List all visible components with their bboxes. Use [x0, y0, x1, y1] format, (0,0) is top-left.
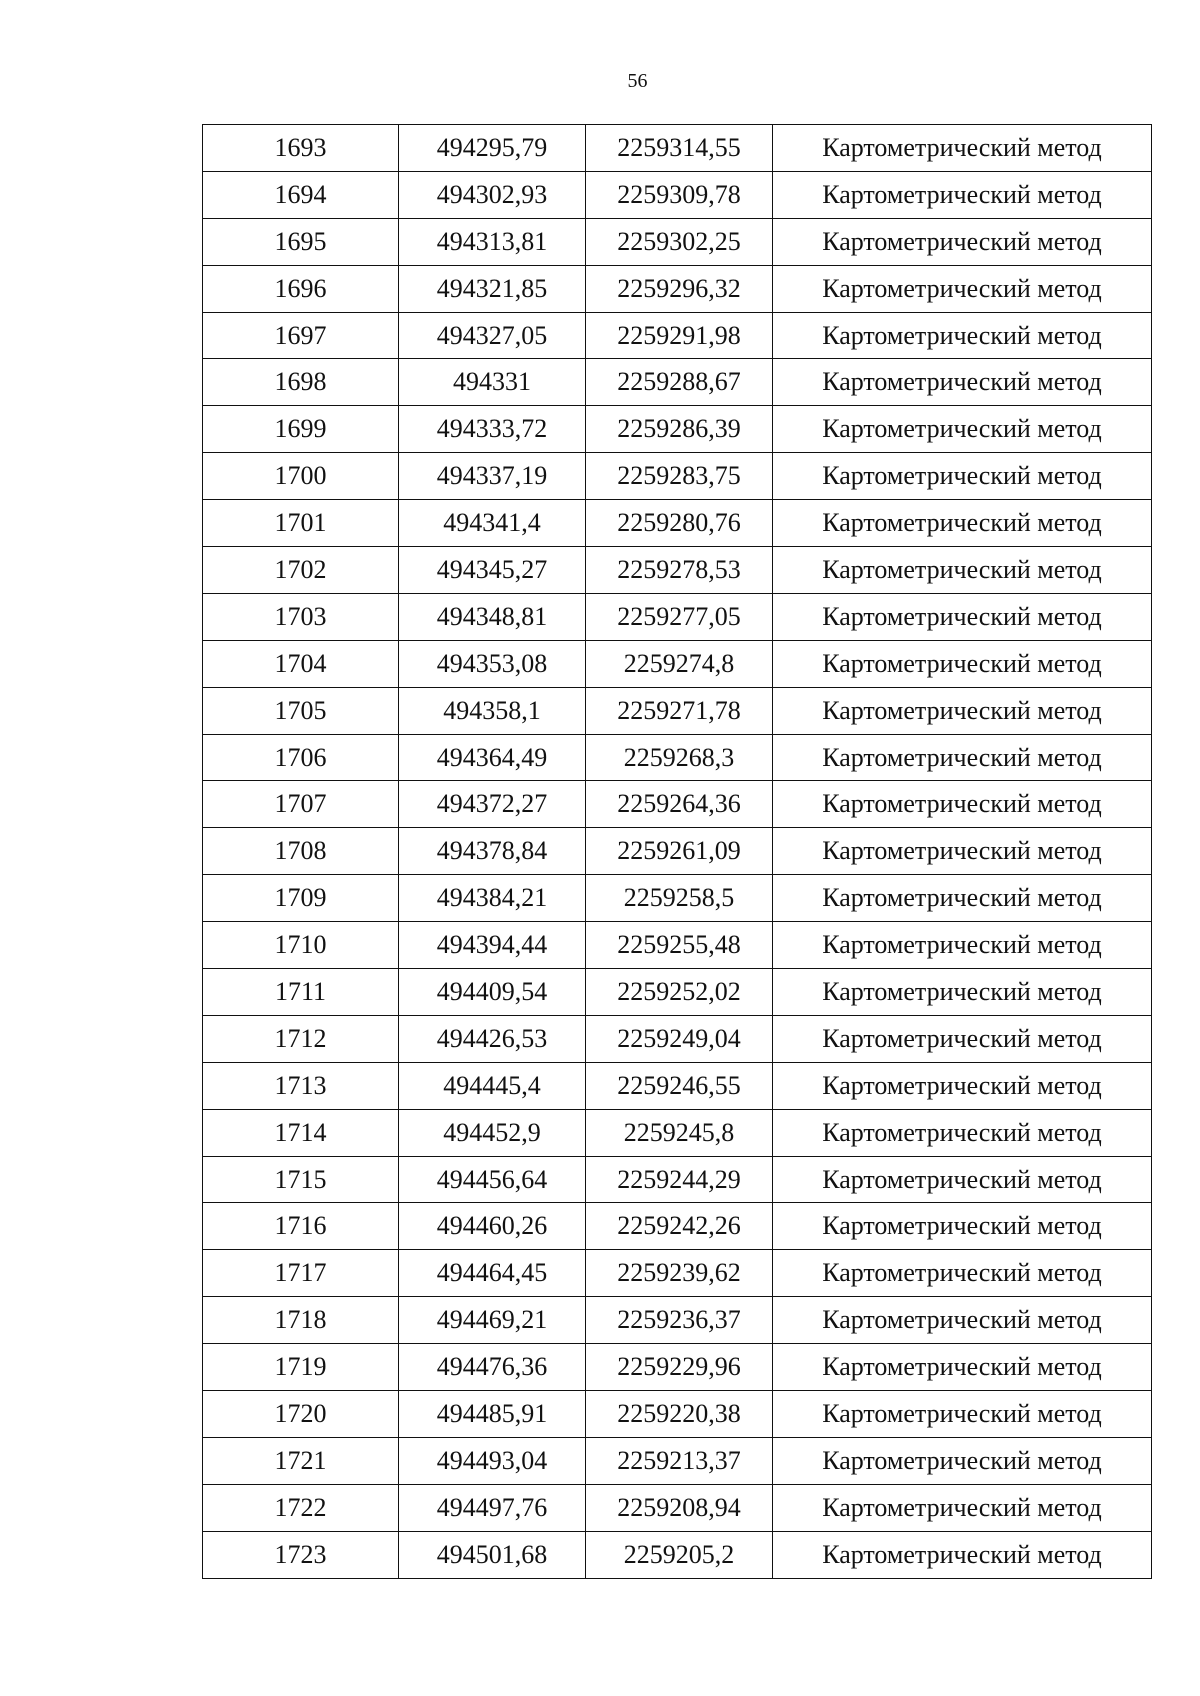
y-coordinate-cell: 2259278,53: [586, 547, 773, 594]
method-cell: Картометрический метод: [773, 406, 1152, 453]
y-coordinate-cell: 2259242,26: [586, 1203, 773, 1250]
point-number-cell: 1698: [203, 359, 399, 406]
point-number-cell: 1716: [203, 1203, 399, 1250]
point-number-cell: 1710: [203, 922, 399, 969]
point-number-cell: 1713: [203, 1062, 399, 1109]
method-cell: Картометрический метод: [773, 1531, 1152, 1578]
point-number-cell: 1702: [203, 547, 399, 594]
y-coordinate-cell: 2259309,78: [586, 171, 773, 218]
y-coordinate-cell: 2259244,29: [586, 1156, 773, 1203]
table-row: [203, 734, 1152, 781]
y-coordinate-cell: 2259236,37: [586, 1297, 773, 1344]
x-coordinate-cell: 494378,84: [399, 828, 586, 875]
method-cell: Картометрический метод: [773, 734, 1152, 781]
method-cell: Картометрический метод: [773, 1250, 1152, 1297]
x-coordinate-cell: 494476,36: [399, 1344, 586, 1391]
x-coordinate-cell: 494426,53: [399, 1015, 586, 1062]
x-coordinate-cell: 494327,05: [399, 312, 586, 359]
x-coordinate-cell: 494337,19: [399, 453, 586, 500]
table-row: [203, 125, 1152, 172]
method-cell: Картометрический метод: [773, 828, 1152, 875]
method-cell: Картометрический метод: [773, 1062, 1152, 1109]
table-row: [203, 922, 1152, 969]
x-coordinate-cell: 494384,21: [399, 875, 586, 922]
table-row: [203, 1297, 1152, 1344]
y-coordinate-cell: 2259246,55: [586, 1062, 773, 1109]
y-coordinate-cell: 2259274,8: [586, 640, 773, 687]
point-number-cell: 1694: [203, 171, 399, 218]
y-coordinate-cell: 2259268,3: [586, 734, 773, 781]
x-coordinate-cell: 494445,4: [399, 1062, 586, 1109]
table-row: [203, 687, 1152, 734]
point-number-cell: 1714: [203, 1109, 399, 1156]
y-coordinate-cell: 2259249,04: [586, 1015, 773, 1062]
x-coordinate-cell: 494345,27: [399, 547, 586, 594]
x-coordinate-cell: 494460,26: [399, 1203, 586, 1250]
point-number-cell: 1722: [203, 1484, 399, 1531]
point-number-cell: 1711: [203, 969, 399, 1016]
method-cell: Картометрический метод: [773, 265, 1152, 312]
point-number-cell: 1718: [203, 1297, 399, 1344]
method-cell: Картометрический метод: [773, 922, 1152, 969]
y-coordinate-cell: 2259288,67: [586, 359, 773, 406]
table-row: [203, 171, 1152, 218]
point-number-cell: 1706: [203, 734, 399, 781]
point-number-cell: 1721: [203, 1437, 399, 1484]
table-row: [203, 1109, 1152, 1156]
method-cell: Картометрический метод: [773, 875, 1152, 922]
x-coordinate-cell: 494331: [399, 359, 586, 406]
x-coordinate-cell: 494302,93: [399, 171, 586, 218]
table-row: [203, 593, 1152, 640]
y-coordinate-cell: 2259302,25: [586, 218, 773, 265]
table-row: [203, 1062, 1152, 1109]
x-coordinate-cell: 494493,04: [399, 1437, 586, 1484]
point-number-cell: 1699: [203, 406, 399, 453]
y-coordinate-cell: 2259264,36: [586, 781, 773, 828]
y-coordinate-cell: 2259271,78: [586, 687, 773, 734]
method-cell: Картометрический метод: [773, 312, 1152, 359]
table-body: [203, 125, 1152, 1579]
table-row: [203, 969, 1152, 1016]
point-number-cell: 1695: [203, 218, 399, 265]
point-number-cell: 1723: [203, 1531, 399, 1578]
x-coordinate-cell: 494321,85: [399, 265, 586, 312]
page-number: 56: [627, 70, 648, 92]
method-cell: Картометрический метод: [773, 125, 1152, 172]
point-number-cell: 1703: [203, 593, 399, 640]
y-coordinate-cell: 2259245,8: [586, 1109, 773, 1156]
point-number-cell: 1709: [203, 875, 399, 922]
point-number-cell: 1719: [203, 1344, 399, 1391]
method-cell: Картометрический метод: [773, 687, 1152, 734]
method-cell: Картометрический метод: [773, 593, 1152, 640]
x-coordinate-cell: 494409,54: [399, 969, 586, 1016]
point-number-cell: 1717: [203, 1250, 399, 1297]
point-number-cell: 1696: [203, 265, 399, 312]
x-coordinate-cell: 494313,81: [399, 218, 586, 265]
point-number-cell: 1697: [203, 312, 399, 359]
x-coordinate-cell: 494364,49: [399, 734, 586, 781]
y-coordinate-cell: 2259213,37: [586, 1437, 773, 1484]
table-row: [203, 640, 1152, 687]
point-number-cell: 1707: [203, 781, 399, 828]
y-coordinate-cell: 2259283,75: [586, 453, 773, 500]
table-row: [203, 547, 1152, 594]
table-row: [203, 875, 1152, 922]
table-row: [203, 500, 1152, 547]
table-row: [203, 1156, 1152, 1203]
x-coordinate-cell: 494452,9: [399, 1109, 586, 1156]
table-row: [203, 781, 1152, 828]
method-cell: Картометрический метод: [773, 500, 1152, 547]
y-coordinate-cell: 2259296,32: [586, 265, 773, 312]
coordinates-table: [202, 124, 1152, 1579]
point-number-cell: 1708: [203, 828, 399, 875]
x-coordinate-cell: 494333,72: [399, 406, 586, 453]
table-row: [203, 1391, 1152, 1438]
x-coordinate-cell: 494358,1: [399, 687, 586, 734]
y-coordinate-cell: 2259286,39: [586, 406, 773, 453]
table-row: [203, 312, 1152, 359]
method-cell: Картометрический метод: [773, 1484, 1152, 1531]
method-cell: Картометрический метод: [773, 640, 1152, 687]
method-cell: Картометрический метод: [773, 1109, 1152, 1156]
y-coordinate-cell: 2259239,62: [586, 1250, 773, 1297]
method-cell: Картометрический метод: [773, 1437, 1152, 1484]
x-coordinate-cell: 494485,91: [399, 1391, 586, 1438]
point-number-cell: 1712: [203, 1015, 399, 1062]
y-coordinate-cell: 2259208,94: [586, 1484, 773, 1531]
x-coordinate-cell: 494394,44: [399, 922, 586, 969]
method-cell: Картометрический метод: [773, 1391, 1152, 1438]
table-row: [203, 1437, 1152, 1484]
table-row: [203, 359, 1152, 406]
point-number-cell: 1700: [203, 453, 399, 500]
table-row: [203, 218, 1152, 265]
y-coordinate-cell: 2259229,96: [586, 1344, 773, 1391]
table-row: [203, 453, 1152, 500]
point-number-cell: 1705: [203, 687, 399, 734]
method-cell: Картометрический метод: [773, 1203, 1152, 1250]
table-row: [203, 1344, 1152, 1391]
method-cell: Картометрический метод: [773, 1344, 1152, 1391]
table-row: [203, 1531, 1152, 1578]
y-coordinate-cell: 2259258,5: [586, 875, 773, 922]
x-coordinate-cell: 494497,76: [399, 1484, 586, 1531]
method-cell: Картометрический метод: [773, 359, 1152, 406]
method-cell: Картометрический метод: [773, 1297, 1152, 1344]
method-cell: Картометрический метод: [773, 1015, 1152, 1062]
y-coordinate-cell: 2259255,48: [586, 922, 773, 969]
x-coordinate-cell: 494372,27: [399, 781, 586, 828]
point-number-cell: 1701: [203, 500, 399, 547]
method-cell: Картометрический метод: [773, 969, 1152, 1016]
y-coordinate-cell: 2259252,02: [586, 969, 773, 1016]
y-coordinate-cell: 2259314,55: [586, 125, 773, 172]
point-number-cell: 1715: [203, 1156, 399, 1203]
table-row: [203, 828, 1152, 875]
table-row: [203, 1203, 1152, 1250]
method-cell: Картометрический метод: [773, 547, 1152, 594]
x-coordinate-cell: 494469,21: [399, 1297, 586, 1344]
x-coordinate-cell: 494348,81: [399, 593, 586, 640]
method-cell: Картометрический метод: [773, 218, 1152, 265]
y-coordinate-cell: 2259291,98: [586, 312, 773, 359]
x-coordinate-cell: 494464,45: [399, 1250, 586, 1297]
y-coordinate-cell: 2259220,38: [586, 1391, 773, 1438]
x-coordinate-cell: 494501,68: [399, 1531, 586, 1578]
point-number-cell: 1704: [203, 640, 399, 687]
method-cell: Картометрический метод: [773, 1156, 1152, 1203]
table-row: [203, 1250, 1152, 1297]
x-coordinate-cell: 494456,64: [399, 1156, 586, 1203]
table-row: [203, 406, 1152, 453]
method-cell: Картометрический метод: [773, 171, 1152, 218]
y-coordinate-cell: 2259277,05: [586, 593, 773, 640]
point-number-cell: 1720: [203, 1391, 399, 1438]
y-coordinate-cell: 2259205,2: [586, 1531, 773, 1578]
method-cell: Картометрический метод: [773, 453, 1152, 500]
y-coordinate-cell: 2259261,09: [586, 828, 773, 875]
x-coordinate-cell: 494341,4: [399, 500, 586, 547]
method-cell: Картометрический метод: [773, 781, 1152, 828]
x-coordinate-cell: 494295,79: [399, 125, 586, 172]
y-coordinate-cell: 2259280,76: [586, 500, 773, 547]
table-row: [203, 1484, 1152, 1531]
table-row: [203, 265, 1152, 312]
point-number-cell: 1693: [203, 125, 399, 172]
table-row: [203, 1015, 1152, 1062]
x-coordinate-cell: 494353,08: [399, 640, 586, 687]
